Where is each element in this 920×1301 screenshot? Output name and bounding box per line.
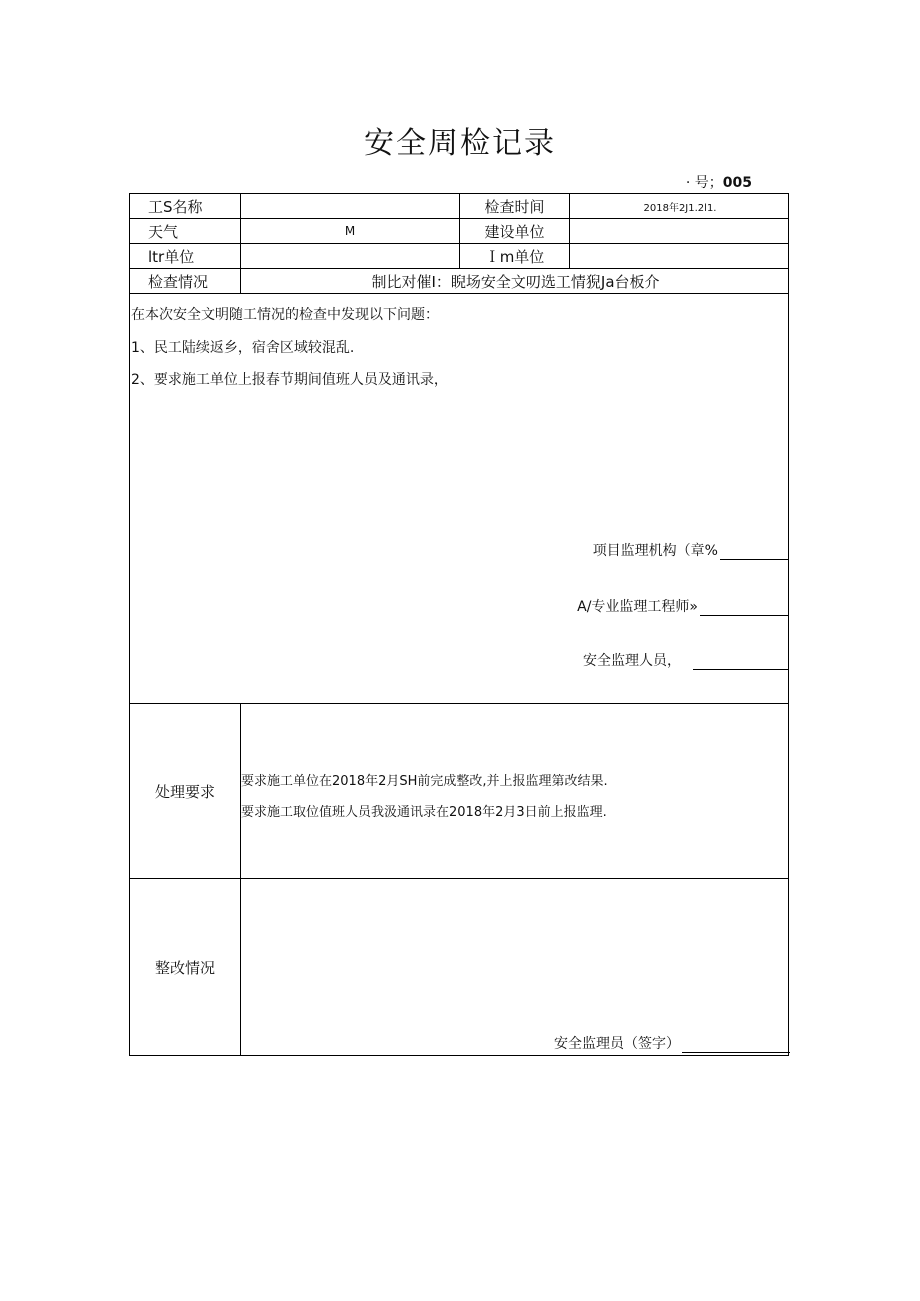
unit1-value[interactable] bbox=[240, 244, 459, 268]
signature-engineer bbox=[577, 596, 788, 616]
handling-section bbox=[130, 704, 788, 879]
construction-unit-label: 建设单位 bbox=[459, 219, 569, 243]
handling-content bbox=[240, 704, 790, 878]
signature-rectification-label: 安全监理员（签字） bbox=[554, 1036, 680, 1052]
finding-item: 1、民工陆续返乡，宿舍区域较混乱. bbox=[131, 340, 355, 356]
weather-value[interactable]: M bbox=[240, 219, 459, 243]
signature-agency-field[interactable] bbox=[720, 543, 788, 560]
signature-engineer-field[interactable] bbox=[700, 599, 788, 616]
inspection-label: 检查情况 bbox=[148, 272, 209, 291]
handling-label: 处理要求 bbox=[154, 782, 215, 801]
row-units bbox=[130, 244, 788, 269]
signature-safety-label: 安全监理人员， bbox=[583, 653, 681, 669]
signature-engineer-label: A/专业监理工程师» bbox=[577, 599, 698, 615]
project-name-value[interactable] bbox=[240, 194, 459, 218]
signature-agency bbox=[593, 540, 788, 560]
findings-section bbox=[130, 294, 788, 704]
unit2-label: Ｉm单位 bbox=[459, 244, 569, 268]
signature-rectification bbox=[554, 1033, 790, 1053]
document-number-label: · 号； bbox=[685, 175, 723, 191]
finding-item: 2、要求施工单位上报春节期间值班人员及通讯录， bbox=[131, 372, 448, 388]
inspection-form bbox=[129, 193, 789, 1056]
weather-label: 天气 bbox=[148, 222, 179, 241]
row-inspection bbox=[130, 269, 788, 294]
row-project-name bbox=[130, 194, 788, 219]
construction-unit-value[interactable] bbox=[569, 219, 790, 243]
check-time-label: 检查时间 bbox=[459, 194, 569, 218]
signature-rectification-field[interactable] bbox=[682, 1036, 790, 1053]
rectification-section bbox=[130, 879, 788, 1055]
rectification-content bbox=[240, 879, 790, 1055]
unit1-label: ltr单位 bbox=[148, 247, 195, 266]
project-name-label: 工S名称 bbox=[148, 197, 203, 216]
document-title: 安全周检记录 bbox=[364, 126, 556, 161]
signature-safety bbox=[583, 650, 788, 670]
row-weather bbox=[130, 219, 788, 244]
inspection-value[interactable]: 制比对催I：睨场安全文叨选工情猊Ja台板介 bbox=[240, 269, 790, 293]
rectification-label: 整改情况 bbox=[154, 958, 215, 977]
signature-safety-field[interactable] bbox=[693, 653, 788, 670]
document-number bbox=[686, 172, 752, 192]
unit2-value[interactable] bbox=[569, 244, 790, 268]
findings-intro: 在本次安全文明随工情况的检查中发现以下问题： bbox=[131, 307, 439, 323]
signature-agency-label: 项目监理机构（章% bbox=[592, 543, 718, 559]
document-number-value: 005 bbox=[722, 175, 752, 191]
handling-line: 要求施工单位在2018年2月SH前完成整改,并上报监理第改结果. bbox=[241, 774, 608, 789]
check-time-value[interactable]: 2018年2J1.2l1. bbox=[569, 194, 790, 218]
handling-line: 要求施工取位值班人员我汲通讯录在2018年2月3日前上报监理. bbox=[241, 805, 607, 820]
